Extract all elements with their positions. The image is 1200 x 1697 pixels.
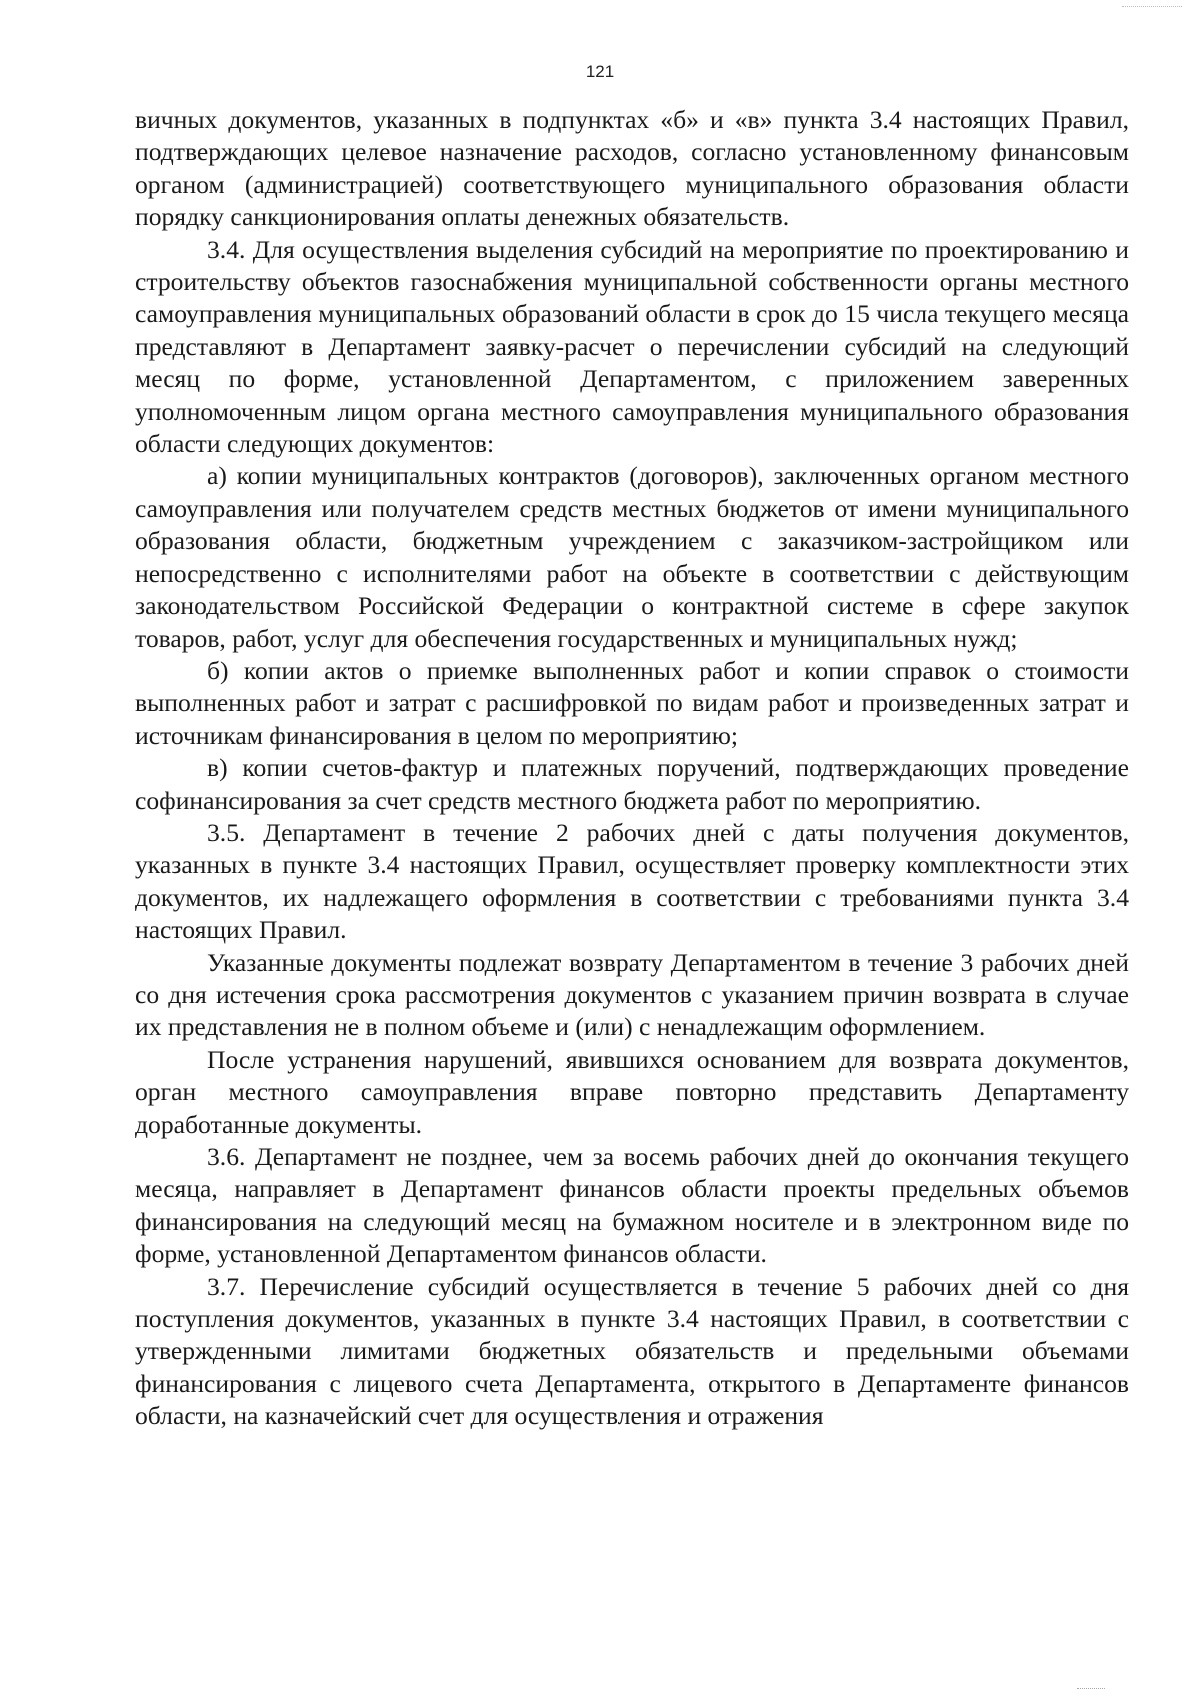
scan-edge-mark-bottom [1077, 1688, 1105, 1697]
paragraph-resubmission: После устранения нарушений, явившихся основанием для возврата документов, орган местного самоуправления вправе повторно представить Департаменту доработанные документы. [135, 1044, 1129, 1139]
paragraph-3-5: 3.5. Департамент в течение 2 рабочих дней с даты получения документов, указанных в пункте 3.4 настоящих Правил, осуществляет проверку комплектности этих документов, их надлежащего оформления в соответствии с требованиями пункта 3.4 настоящих Правил. [135, 817, 1129, 945]
paragraph-return-documents: Указанные документы подлежат возврату Департаментом в течение 3 рабочих дней со дня истечения срока рассмотрения документов с указанием причин возврата в случае их представления не в полном объеме и (или) с ненадлежащим оформлением. [135, 947, 1129, 1042]
subparagraph-b: б) копии актов о приемке выполненных работ и копии справок о стоимости выполненных работ и затрат с расшифровкой по видам работ и произведенных затрат и источникам финансирования в целом по мероприятию; [135, 655, 1129, 750]
page-number: 121 [585, 62, 615, 81]
document-body [135, 104, 1129, 1433]
paragraph-continuation: вичных документов, указанных в подпунктах «б» и «в» пункта 3.4 настоящих Правил, подтверждающих целевое назначение расходов, согласно установленному финансовым органом (администрацией) соответствующего муниципального образования области порядку санкционирования оплаты денежных обязательств. [135, 105, 1129, 232]
subparagraph-v: в) копии счетов-фактур и платежных поручений, подтверждающих проведение софинансирования за счет средств местного бюджета работ по мероприятию. [135, 753, 1129, 815]
paragraph-3-6: 3.6. Департамент не позднее, чем за восемь рабочих дней до окончания текущего месяца, направляет в Департамент финансов области проекты предельных объемов финансирования на следующий месяц на бумажном носителе и в электронном виде по форме, установленной Департаментом финансов области. [135, 1142, 1129, 1269]
paragraph-3-4: 3.4. Для осуществления выделения субсидий на мероприятие по проектированию и строительству объектов газоснабжения муниципальной собственности органы местного самоуправления муниципальных образований области в срок до 15 числа текущего месяца представляют в Департамент заявку-расчет о перечислении субсидий на следующий месяц по форме, установленной Департаментом, с приложением заверенных уполномоченным лицом органа местного самоуправления муниципального образования области следующих документов: [135, 234, 1129, 459]
paragraph-3-7: 3.7. Перечисление субсидий осуществляется в течение 5 рабочих дней со дня поступления документов, указанных в пункте 3.4 настоящих Правил, в соответствии с утвержденными лимитами бюджетных обязательств и предельными объемами финансирования с лицевого счета Департамента, открытого в Департаменте финансов области, на казначейский счет для осуществления и отражения [135, 1271, 1129, 1431]
subparagraph-a: а) копии муниципальных контрактов (договоров), заключенных органом местного самоуправления или получателем средств местных бюджетов от имени муниципального образования области, бюджетным учреждением с заказчиком-застройщиком или непосредственно с исполнителями работ на объекте в соответствии с действующим законодательством Российской Федерации о контрактной системе в сфере закупок товаров, работ, услуг для обеспечения государственных и муниципальных нужд; [135, 461, 1129, 653]
scan-edge-mark [1122, 0, 1182, 7]
